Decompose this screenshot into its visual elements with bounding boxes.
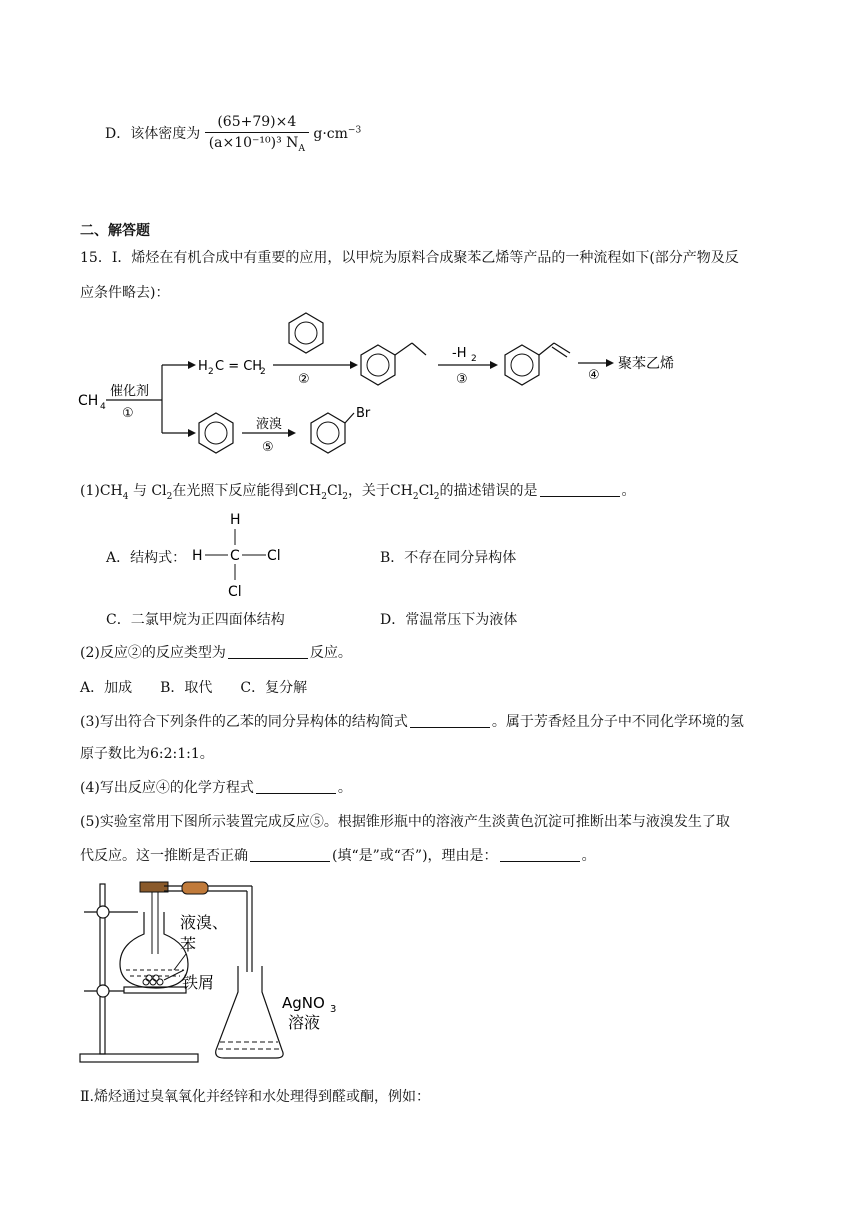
flow-h2-sub: 2	[471, 354, 477, 364]
p1-ch4: CH	[99, 483, 123, 499]
benzene-reagent-icon	[289, 313, 323, 353]
density-unit-sup: −3	[347, 125, 362, 136]
option-d: D．常温常压下为液体	[380, 612, 518, 628]
q15-part4	[80, 777, 352, 797]
q15-part3	[80, 711, 744, 731]
apparatus-label-agno3: AgNO	[282, 994, 325, 1012]
q15-part1	[80, 480, 636, 502]
flow-polystyrene: 聚苯乙烯	[618, 356, 674, 372]
struct-c: C	[230, 548, 240, 564]
flow-step4: ④	[588, 368, 600, 383]
p1-ch2cl2-a: CH	[298, 483, 322, 499]
flow-ethylene-rest: C = CH	[215, 359, 263, 374]
option-d-prefix: D．该体密度为	[105, 125, 201, 142]
p2-pre: (2)反应②的反应类型为	[80, 645, 226, 661]
apparatus-diagram	[76, 872, 337, 1068]
styrene-icon	[505, 343, 570, 385]
option-a-label: A．结构式：	[106, 550, 187, 566]
p1-end: 。	[621, 483, 636, 499]
flow-ch4: CH	[78, 393, 99, 409]
p1-ch2cl2-b: Cl	[327, 483, 343, 499]
p5-end: 。	[581, 848, 596, 864]
flow-step1: ①	[122, 406, 134, 421]
p1-tail: 的描述错误的是	[439, 483, 538, 499]
p1-ch4-sub: 4	[122, 491, 129, 502]
q15-intro-line1: 15．I．烯烃在有机合成中有重要的应用，以甲烷为原料合成聚苯乙烯等产品的一种流程如下(部分产物及反	[80, 250, 739, 266]
flow-ethylene-h: H	[198, 359, 208, 374]
struct-cl-right: Cl	[267, 548, 281, 564]
q15-part-ii: Ⅱ.烯烃通过臭氧氧化并经锌和水处理得到醛或酮，例如：	[80, 1089, 430, 1105]
p5-mid: (填“是”或“否”)，理由是：	[332, 848, 498, 864]
denominator-sub: A	[298, 143, 305, 154]
p1-ch2cl2-sub3: 2	[412, 491, 419, 502]
section-title: 二、解答题	[80, 223, 150, 239]
ethylbenzene-icon	[361, 343, 426, 385]
p1-ch2cl2-sub4: 2	[433, 491, 440, 502]
p1-mid: 在光照下反应能得到	[172, 483, 299, 499]
p5-pre: 代反应。这一推断是否正确	[80, 848, 248, 864]
option-b: B．不存在同分异构体	[380, 550, 517, 566]
apparatus-label-liquid-br: 液溴、	[180, 913, 229, 932]
flow-ethylene-hsub: 2	[208, 367, 214, 377]
benzene-icon	[199, 413, 233, 453]
flow-step3: ③	[456, 372, 468, 387]
answer-blank[interactable]	[500, 847, 580, 862]
density-fraction	[205, 114, 309, 154]
struct-h-top: H	[230, 512, 241, 528]
answer-blank[interactable]	[410, 713, 490, 728]
density-unit: g·cm	[313, 125, 348, 142]
apparatus-label-benzene: 苯	[180, 935, 197, 954]
flow-step2: ②	[298, 372, 310, 387]
fraction-denominator	[205, 133, 309, 154]
q15-part5-line1: (5)实验室常用下图所示装置完成反应⑤。根据锥形瓶中的溶液产生淡黄色沉淀可推断出苯与液溴发生了取	[80, 814, 730, 830]
synthesis-flow-diagram	[70, 305, 710, 455]
p2-post: 反应。	[309, 645, 352, 661]
p4-pre: (4)写出反应④的化学方程式	[80, 780, 254, 796]
flow-ch4-sub: 4	[100, 402, 106, 412]
p1-about: ，关于	[347, 483, 390, 499]
flow-catalyst: 催化剂	[110, 384, 150, 399]
answer-blank[interactable]	[250, 847, 330, 862]
option-c: C．二氯甲烷为正四面体结构	[106, 612, 285, 628]
struct-cl-bottom: Cl	[228, 584, 242, 600]
q15-part2	[80, 642, 352, 662]
p1-ch2cl2-sub2: 2	[342, 491, 348, 502]
p1-cl2: Cl	[151, 483, 167, 499]
apparatus-label-solution: 溶液	[288, 1013, 321, 1032]
flow-step5: ⑤	[262, 440, 274, 455]
p4-post: 。	[337, 780, 352, 796]
q15-part3-line2: 原子数比为6:2:1:1。	[80, 746, 214, 762]
denominator-text: (a×10⁻¹⁰)³ N	[208, 135, 299, 151]
q15-part2-options: A．加成 B．取代 C．复分解	[80, 680, 308, 696]
fraction-numerator: (65+79)×4	[205, 114, 309, 133]
p1-cl2-sub: 2	[166, 491, 173, 502]
struct-h-left: H	[192, 548, 203, 564]
bromobenzene-icon	[311, 413, 354, 453]
apparatus-label-iron: 铁屑	[182, 973, 215, 992]
p1-ch2cl2-d: Cl	[418, 483, 434, 499]
ch2cl2-structure	[190, 508, 300, 600]
p1-ch2cl2-sub1: 2	[321, 491, 327, 502]
flow-br: Br	[356, 406, 371, 421]
p3-pre: (3)写出符合下列条件的乙苯的同分异构体的结构简式	[80, 714, 408, 730]
flow-liquid-br: 液溴	[256, 417, 283, 432]
p1-ch2cl2-c: CH	[389, 483, 413, 499]
p3-post: 。属于芳香烃且分子中不同化学环境的氢	[491, 714, 744, 730]
p1-and: 与	[132, 483, 147, 499]
flow-ethylene-sub: 2	[260, 367, 266, 377]
apparatus-label-agno3-sub: 3	[330, 1004, 337, 1015]
answer-blank[interactable]	[540, 482, 620, 497]
answer-blank[interactable]	[256, 779, 336, 794]
q15-part5-line2	[80, 845, 596, 865]
q15-intro-line2: 应条件略去)：	[80, 285, 170, 301]
answer-blank[interactable]	[228, 644, 308, 659]
p1-number: (1)	[80, 483, 100, 499]
flow-h2: -H	[452, 346, 467, 361]
option-d-density	[105, 114, 361, 154]
